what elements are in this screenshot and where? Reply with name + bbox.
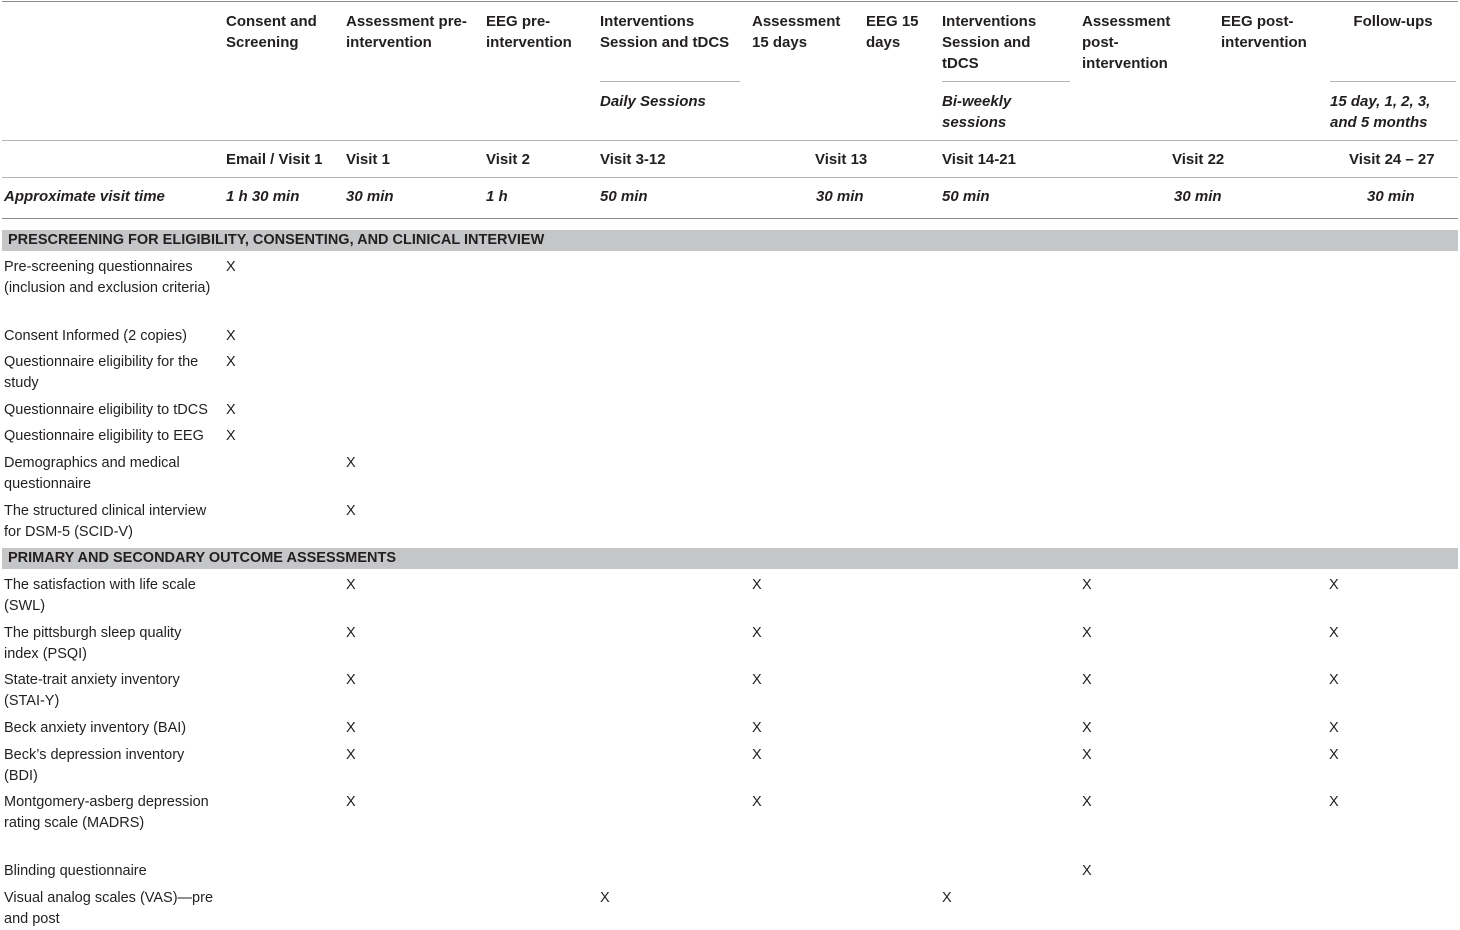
row-label-eligibility-tdcs: Questionnaire eligibility to tDCS	[4, 402, 208, 418]
mark-bai-pre: X	[346, 720, 356, 736]
subheader-rule-followups	[1330, 81, 1456, 82]
mark-stai-followup: X	[1329, 672, 1339, 688]
col-header-assessment-pre: Assessment pre-intervention	[346, 13, 467, 51]
mark-stai-pre: X	[346, 672, 356, 688]
mark-vas-biweekly: X	[942, 890, 952, 906]
col-header-eeg-pre: EEG pre-intervention	[486, 13, 572, 51]
time-assessment-pre: 30 min	[346, 188, 394, 205]
visit-assessment-pre: Visit 1	[346, 151, 390, 168]
mark-swl-pre: X	[346, 577, 356, 593]
mark-bdi-followup: X	[1329, 747, 1339, 763]
time-followups: 30 min	[1367, 188, 1415, 205]
row-label-psqi: The pittsburgh sleep quality index (PSQI)	[4, 625, 182, 662]
section-band-outcomes	[2, 548, 1458, 569]
time-visit-13: 30 min	[816, 188, 864, 205]
mark-prescreening-consent: X	[226, 259, 236, 275]
section-band-prescreening	[2, 230, 1458, 251]
visit-22: Visit 22	[1172, 151, 1225, 168]
time-interventions-biweekly: 50 min	[942, 188, 990, 205]
subheader-biweekly-sessions: Bi-weekly sessions	[942, 93, 1012, 131]
row-label-consent-informed: Consent Informed (2 copies)	[4, 328, 187, 344]
mark-bai-post: X	[1082, 720, 1092, 736]
visit-interventions-biweekly: Visit 14-21	[942, 151, 1016, 168]
col-header-interventions-daily: Interventions Session and tDCS	[600, 13, 730, 51]
row-label-eligibility-eeg: Questionnaire eligibility to EEG	[4, 428, 204, 444]
time-visit-22: 30 min	[1174, 188, 1222, 205]
time-interventions-daily: 50 min	[600, 188, 648, 205]
mark-madrs-followup: X	[1329, 794, 1339, 810]
mark-madrs-15: X	[752, 794, 762, 810]
row-label-scid: The structured clinical interview for DSM-5 (SCID-V)	[4, 503, 207, 540]
section-title-outcomes: PRIMARY AND SECONDARY OUTCOME ASSESSMENTS	[8, 550, 397, 566]
col-header-followups: Follow-ups	[1353, 13, 1433, 30]
mark-bdi-pre: X	[346, 747, 356, 763]
section-title-prescreening: PRESCREENING FOR ELIGIBILITY, CONSENTING, AND CLINICAL INTERVIEW	[8, 232, 545, 248]
table-top-rule	[2, 1, 1458, 2]
visit-rule	[2, 177, 1458, 178]
row-label-stai: State-trait anxiety inventory (STAI-Y)	[4, 672, 180, 709]
mark-psqi-followup: X	[1329, 625, 1339, 641]
mark-blinding-post: X	[1082, 863, 1092, 879]
mark-psqi-pre: X	[346, 625, 356, 641]
row-label-swl: The satisfaction with life scale (SWL)	[4, 577, 196, 614]
row-label-demographics: Demographics and medical questionnaire	[4, 455, 180, 492]
mark-swl-15: X	[752, 577, 762, 593]
mark-swl-followup: X	[1329, 577, 1339, 593]
subheader-rule-daily	[600, 81, 740, 82]
visit-13: Visit 13	[815, 151, 868, 168]
mark-scid-pre: X	[346, 503, 356, 519]
mark-swl-post: X	[1082, 577, 1092, 593]
row-label-eligibility-study: Questionnaire eligibility for the study	[4, 354, 199, 391]
mark-madrs-pre: X	[346, 794, 356, 810]
time-rule	[2, 218, 1458, 219]
mark-vas-daily: X	[600, 890, 610, 906]
mark-psqi-15: X	[752, 625, 762, 641]
col-header-assessment-post: Assessment post-intervention	[1082, 13, 1171, 72]
row-label-prescreening-questionnaires: Pre-screening questionnaires (inclusion and exclusion criteria)	[4, 259, 211, 296]
col-header-eeg-15: EEG 15 days	[866, 13, 919, 51]
subheader-followup-schedule: 15 day, 1, 2, 3, and 5 months	[1330, 93, 1431, 131]
col-header-interventions-biweekly: Interventions Session and tDCS	[942, 13, 1037, 72]
row-label-blinding: Blinding questionnaire	[4, 863, 147, 879]
visit-interventions-daily: Visit 3-12	[600, 151, 666, 168]
col-header-consent: Consent and Screening	[226, 13, 317, 51]
visit-followups: Visit 24 – 27	[1349, 151, 1435, 168]
header-rule	[2, 140, 1458, 141]
mark-demographics-pre: X	[346, 455, 356, 471]
mark-eligibility-tdcs: X	[226, 402, 236, 418]
col-header-eeg-post: EEG post-intervention	[1221, 13, 1307, 51]
mark-bai-15: X	[752, 720, 762, 736]
mark-stai-15: X	[752, 672, 762, 688]
col-header-assessment-15: Assessment 15 days	[752, 13, 841, 51]
visit-eeg-pre: Visit 2	[486, 151, 530, 168]
row-label-madrs: Montgomery-asberg depression rating scale (MADRS)	[4, 794, 209, 831]
row-label-bai: Beck anxiety inventory (BAI)	[4, 720, 187, 736]
subheader-daily-sessions: Daily Sessions	[600, 93, 706, 110]
mark-psqi-post: X	[1082, 625, 1092, 641]
subheader-rule-biweekly	[942, 81, 1070, 82]
mark-bai-followup: X	[1329, 720, 1339, 736]
mark-madrs-post: X	[1082, 794, 1092, 810]
time-consent: 1 h 30 min	[226, 188, 300, 205]
mark-bdi-15: X	[752, 747, 762, 763]
mark-eligibility-eeg: X	[226, 428, 236, 444]
visit-time-label: Approximate visit time	[4, 188, 165, 205]
row-label-bdi: Beck’s depression inventory (BDI)	[4, 747, 185, 784]
mark-consent-informed: X	[226, 328, 236, 344]
mark-eligibility-study: X	[226, 354, 236, 370]
time-eeg-pre: 1 h	[486, 188, 508, 205]
mark-bdi-post: X	[1082, 747, 1092, 763]
visit-consent: Email / Visit 1	[226, 151, 323, 168]
mark-stai-post: X	[1082, 672, 1092, 688]
row-label-vas: Visual analog scales (VAS)—pre and post	[4, 890, 214, 927]
